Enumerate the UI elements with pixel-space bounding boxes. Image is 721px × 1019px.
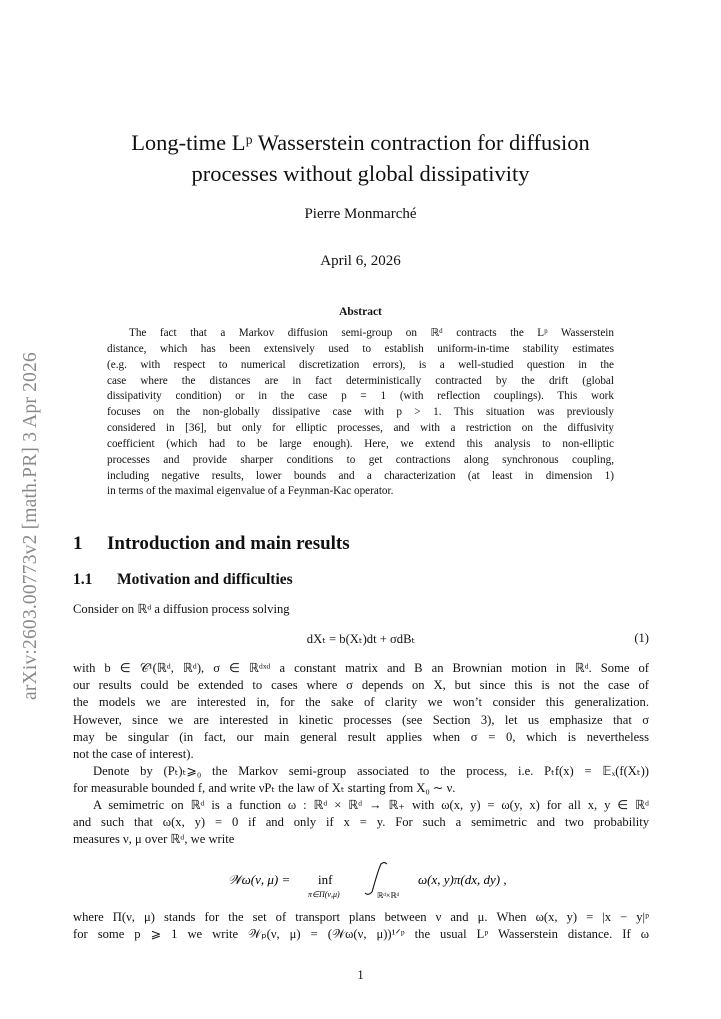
abstract-line: case where the distances are in fact deterministically contracted by the drift (global (107, 374, 614, 387)
body-line: and such that ω(x, y) = 0 if and only if x = y. For such a semimetric and two probability (73, 815, 649, 830)
body-line: our results could be extended to cases where σ depends on X, but since this is not the case of (73, 678, 649, 693)
abstract-line: including negative results, lower bounds and a characterization (at least in dimension 1) (107, 469, 614, 482)
body-line: not the case of interest). (73, 747, 194, 762)
abstract-line: (e.g. with respect to numerical discretization errors), is a well-studied question in the (107, 358, 614, 371)
section-number: 1 (73, 533, 83, 554)
abstract-line: focuses on the non-globally dissipative case with p > 1. This situation was previously (107, 406, 614, 419)
body-line: Consider on ℝᵈ a diffusion process solving (73, 602, 290, 616)
body-line: for some p ⩾ 1 we write 𝒲ₚ(ν, μ) = (𝒲ω(ν, μ))¹ᐟᵖ the usual Lᵖ Wasserstein distance. If ω (73, 927, 649, 942)
body-line: Denote by (Pₜ)ₜ⩾₀ the Markov semi-group associated to the process, i.e. Pₜf(x) = 𝔼ₓ(f(Xₜ)) (93, 764, 649, 778)
body-line: measures ν, μ over ℝᵈ, we write (73, 832, 235, 847)
equation-wasserstein (200, 858, 530, 904)
subsection-heading (73, 571, 293, 589)
equation-inf-subscript: π∈Π(ν,μ) (308, 890, 340, 899)
section-title: Introduction and main results (107, 533, 350, 554)
title-line-2: processes without global dissipativity (191, 161, 530, 186)
abstract-line: distance, which has been extensively used to establish uniform-in-time stability estimates (107, 342, 614, 355)
body-line: for measurable bounded f, and write νPₜ the law of Xₜ starting from X₀ ∼ ν. (73, 781, 456, 796)
body-line: with b ∈ 𝒞¹(ℝᵈ, ℝᵈ), σ ∈ ℝᵈˣᵈ a constant matrix and B an Brownian motion in ℝᵈ. Some of (73, 661, 649, 675)
abstract-line: The fact that a Markov diffusion semi-group on ℝᵈ contracts the Lᵖ Wasserstein (129, 327, 614, 339)
subsection-number: 1.1 (73, 571, 93, 588)
abstract-line: considered in [36], but only for elliptic processes, and with a restriction on the diffusivity (107, 422, 614, 435)
paragraph-wasserstein (73, 909, 649, 943)
author-name: Pierre Monmarché (304, 206, 417, 222)
integral-sign (365, 863, 387, 895)
abstract-line: coefficient (which had to be large enough). Here, we extend this analysis to non-elliptic (107, 437, 614, 450)
body-line: the models we are interested in, for the sake of clarity we won’t consider this generalization. (73, 695, 649, 710)
abstract-body (107, 326, 614, 500)
paragraph-intro (73, 601, 649, 618)
page-number: 1 (357, 968, 364, 982)
paper-date: April 6, 2026 (320, 253, 401, 269)
body-line: A semimetric on ℝᵈ is a function ω : ℝᵈ × ℝᵈ → ℝ₊ with ω(x, y) = ω(y, x) for all x, y ∈ ℝᵈ (93, 798, 649, 812)
equation-rhs: ω(x, y)π(dx, dy) , (418, 872, 507, 887)
equation-number-1: (1) (634, 631, 649, 645)
abstract-heading: Abstract (339, 306, 382, 318)
equation-integral-subscript: ℝᵈ×ℝᵈ (377, 891, 400, 900)
abstract-line: dissipativity condition) or in the case p = 1 (with reflection couplings). This work (107, 390, 614, 403)
title-line-1: Long-time Lᵖ Wasserstein contraction for diffusion (131, 130, 590, 155)
body-line: may be singular (in fact, our main general result applies when σ = 0, which is nevertheless (73, 729, 649, 744)
paragraph-assumptions (73, 660, 649, 763)
paragraph-semigroup (73, 763, 649, 797)
equation-1: dXₜ = b(Xₜ)dt + σdBₜ (306, 632, 416, 646)
equation-lhs: 𝒲ω(ν, μ) = (228, 872, 291, 887)
subsection-title: Motivation and difficulties (117, 571, 293, 588)
body-line: However, since we are interested in kinetic processes (see Section 3), let us emphasize that σ (73, 712, 649, 727)
paragraph-semimetric (73, 797, 649, 849)
abstract-line: in terms of the maximal eigenvalue of a Feynman-Kac operator. (107, 485, 394, 498)
paper-title (73, 127, 648, 189)
arxiv-identifier-stamp: arXiv:2603.00773v2 [math.PR] 3 Apr 2026 (20, 352, 41, 700)
abstract-line: processes and provide sharper conditions to get contractions along synchronous coupling, (107, 453, 614, 466)
equation-inf: inf (318, 872, 333, 887)
section-heading (73, 533, 350, 555)
body-line: where Π(ν, μ) stands for the set of transport plans between ν and μ. When ω(x, y) = |x − y|ᵖ (73, 910, 649, 924)
